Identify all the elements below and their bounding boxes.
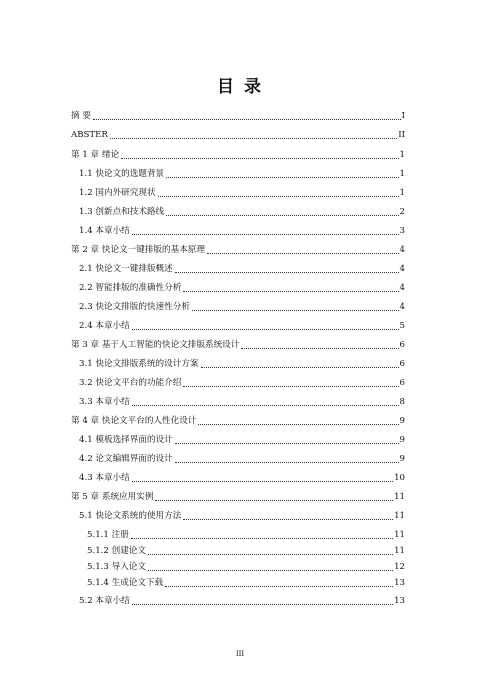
toc-leader-dots	[241, 347, 398, 349]
toc-entry-page: II	[398, 130, 405, 140]
toc-entry-page: 8	[399, 397, 405, 407]
toc-entry-label: 4.1 模板选择界面的设计	[79, 435, 173, 445]
toc-entry-page: I	[401, 111, 405, 121]
toc-entry-page: 12	[394, 562, 405, 572]
toc-entry-label: 2.1 快论文一键排版概述	[79, 264, 173, 274]
toc-entry	[71, 302, 405, 313]
toc-leader-dots	[175, 442, 399, 444]
toc-entry-label: 5.1.3 导入论文	[87, 562, 146, 572]
toc-leader-dots	[201, 366, 399, 368]
toc-entry	[71, 150, 405, 161]
toc-entry-page: 2	[399, 207, 405, 217]
toc-entry-page: 9	[399, 435, 405, 445]
toc-entry-label: 2.3 快论文排版的快速性分析	[79, 302, 190, 312]
toc-entry	[71, 130, 405, 141]
toc-entry-page: 1	[399, 169, 405, 179]
toc-entry-label: 3.1 快论文排版系统的设计方案	[79, 359, 199, 369]
toc-entry	[71, 340, 405, 351]
toc-entry-page: 11	[394, 546, 405, 556]
toc-entry-label: 5.1 快论文系统的使用方法	[79, 511, 182, 521]
toc-entry-page: 11	[394, 530, 405, 540]
toc-entry	[71, 596, 405, 607]
toc-leader-dots	[93, 118, 401, 120]
toc-entry	[71, 226, 405, 237]
toc-entry-page: 3	[399, 226, 405, 236]
page-number: III	[235, 650, 245, 658]
toc-leader-dots	[158, 195, 399, 197]
toc-entry-label: 3.3 本章小结	[79, 397, 130, 407]
toc-leader-dots	[132, 603, 393, 605]
toc-entry-label: 5.1.1 注册	[87, 530, 129, 540]
toc-entry	[71, 321, 405, 332]
toc-entry-page: 4	[399, 283, 405, 293]
toc-entry-label: 1.4 本章小结	[79, 226, 130, 236]
toc-entry-label: 1.3 创新点和技术路线	[79, 207, 165, 217]
toc-entry-label: 第 4 章 快论文平台的人性化设计	[71, 416, 197, 426]
toc-leader-dots	[192, 309, 399, 311]
toc-entry-label: 2.4 本章小结	[79, 321, 130, 331]
toc-entry	[71, 397, 405, 408]
toc-entry-label: 5.1.2 创建论文	[87, 546, 146, 556]
toc-entry-page: 9	[399, 454, 405, 464]
toc-leader-dots	[148, 553, 393, 555]
toc-entry-page: 13	[394, 578, 405, 588]
toc-entry-page: 6	[399, 378, 405, 388]
toc-entry	[71, 416, 405, 427]
toc-entry-label: 5.1.4 生成论文下载	[87, 578, 164, 588]
toc-entry	[71, 378, 405, 389]
toc-leader-dots	[207, 252, 399, 254]
toc-leader-dots	[132, 233, 399, 235]
toc-entry	[71, 283, 405, 294]
toc-leader-dots	[198, 423, 398, 425]
toc-leader-dots	[132, 480, 393, 482]
toc-entry-label: 第 2 章 快论文一键排版的基本原理	[71, 245, 205, 255]
toc-entry	[71, 546, 405, 557]
toc-leader-dots	[183, 518, 393, 520]
toc-entry-page: 13	[394, 596, 405, 606]
toc-entry-page: 11	[394, 492, 405, 502]
toc-leader-dots	[175, 461, 399, 463]
toc-entry-label: 第 1 章 绪论	[71, 150, 120, 160]
toc-leader-dots	[166, 214, 398, 216]
toc-entry-page: 11	[394, 511, 405, 521]
toc-entry-label: 摘 要	[71, 111, 91, 121]
toc-entry	[71, 435, 405, 446]
toc-entry	[71, 188, 405, 199]
toc-entry-label: 5.2 本章小结	[79, 596, 130, 606]
toc-entry-label: 1.2 国内外研究现状	[79, 188, 156, 198]
toc-entry	[71, 578, 405, 589]
toc-leader-dots	[165, 585, 393, 587]
toc-entry-page: 5	[399, 321, 405, 331]
toc-entry-page: 1	[399, 188, 405, 198]
toc-entry-page: 6	[399, 359, 405, 369]
toc-leader-dots	[175, 271, 399, 273]
toc-leader-dots	[166, 176, 398, 178]
toc-entry-label: 2.2 智能排版的准确性分析	[79, 283, 182, 293]
toc-entry-label: 4.2 论文编辑界面的设计	[79, 454, 173, 464]
toc-entry	[71, 511, 405, 522]
toc-entry-page: 6	[399, 340, 405, 350]
toc-entry	[71, 111, 405, 122]
toc-entry	[71, 245, 405, 256]
toc-entry-page: 4	[399, 245, 405, 255]
toc-entry	[71, 473, 405, 484]
toc-entry-label: 第 5 章 系统应用实例	[71, 492, 154, 502]
toc-entry-page: 1	[399, 150, 405, 160]
toc-entry	[71, 492, 405, 503]
toc-entry-label: 第 3 章 基于人工智能的快论文排版系统设计	[71, 340, 240, 350]
toc-entry-page: 4	[399, 302, 405, 312]
toc-entry	[71, 530, 405, 541]
toc-entry	[71, 562, 405, 573]
toc-leader-dots	[132, 404, 399, 406]
toc-leader-dots	[148, 569, 393, 571]
toc-leader-dots	[131, 537, 393, 539]
toc-entry-label: ABSTER	[71, 130, 108, 140]
toc-entry	[71, 454, 405, 465]
toc-entry-label: 1.1 快论文的选题背景	[79, 169, 165, 179]
toc-entry-label: 3.2 快论文平台的功能介绍	[79, 378, 182, 388]
toc-leader-dots	[121, 157, 398, 159]
toc-entry	[71, 264, 405, 275]
toc-entry	[71, 207, 405, 218]
toc-leader-dots	[110, 137, 397, 139]
toc-entry-page: 4	[399, 264, 405, 274]
toc-leader-dots	[183, 290, 398, 292]
toc-leader-dots	[132, 328, 399, 330]
toc-entry-page: 9	[399, 416, 405, 426]
toc-leader-dots	[155, 499, 393, 501]
toc-entry-page: 10	[394, 473, 405, 483]
toc-entry	[71, 169, 405, 180]
toc-entry-label: 4.3 本章小结	[79, 473, 130, 483]
page-title: 目 录	[217, 77, 263, 97]
toc-leader-dots	[183, 385, 398, 387]
toc-entry	[71, 359, 405, 370]
